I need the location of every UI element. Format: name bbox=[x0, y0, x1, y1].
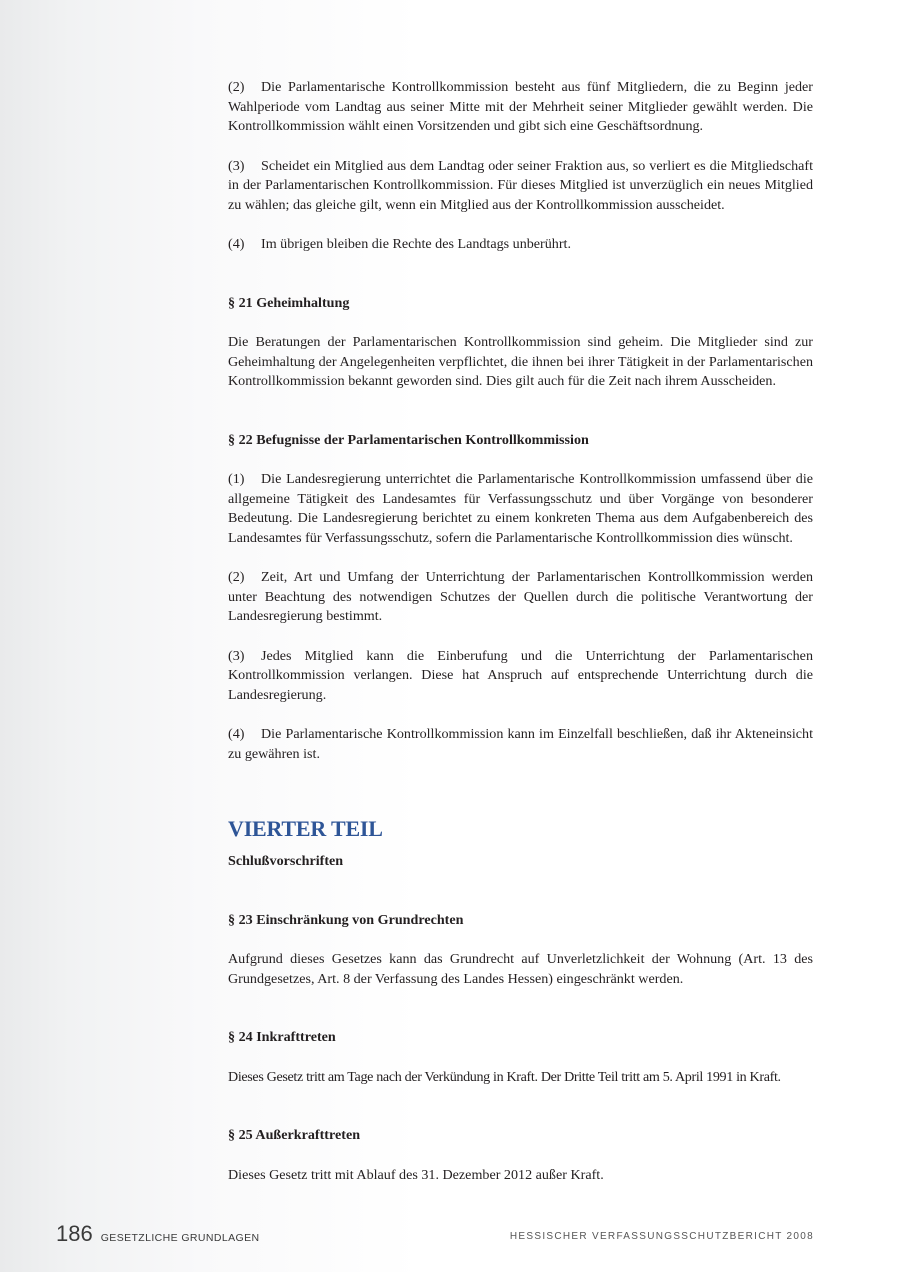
section-23-text: Aufgrund dieses Gesetzes kann das Grundrecht auf Unverletzlichkeit der Wohnung (Art. 13 des Grundgesetzes, Art. 8 der Verfassung des Landes Hessen) eingeschränkt werden. bbox=[228, 951, 813, 987]
section-heading-24: § 24 Inkrafttreten bbox=[228, 1029, 336, 1045]
section-heading-21: § 21 Geheimhaltung bbox=[228, 294, 350, 311]
page-footer-left bbox=[56, 1222, 259, 1246]
paragraph-text: Im übrigen bleiben die Rechte des Landtags unberührt. bbox=[261, 236, 571, 252]
paragraph-text: Die Parlamentarische Kontrollkommission besteht aus fünf Mitgliedern, die zu Beginn jeder Wahlperiode vom Landtag aus seiner Mitte mit der Mehrheit seiner Mitglieder gewählt werden. Die Kontrollkommission wählt einen Vorsitzenden und gibt sich eine Geschäftsordnung. bbox=[228, 79, 813, 134]
paragraph-text: Die Parlamentarische Kontrollkommission kann im Einzelfall beschließen, daß ihr Akteneinsicht zu gewähren ist. bbox=[228, 726, 813, 762]
paragraph-20-4 bbox=[228, 235, 813, 255]
chapter-label: GESETZLICHE GRUNDLAGEN bbox=[100, 1232, 260, 1244]
report-title: HESSISCHER VERFASSUNGSSCHUTZBERICHT 2008 bbox=[509, 1231, 814, 1242]
paragraph-number: (4) bbox=[228, 236, 245, 252]
paragraph-22-2 bbox=[228, 568, 813, 627]
paragraph-text: Zeit, Art und Umfang der Unterrichtung der Parlamentarischen Kontrollkommission werden unter Beachtung des notwendigen Schutzes der Quellen durch die politische Verantwortung der Landesregierung bestimmt. bbox=[228, 569, 813, 624]
section-21-text: Die Beratungen der Parlamentarischen Kontrollkommission sind geheim. Die Mitglieder sind zur Geheimhaltung der Angelegenheiten verpflichtet, die ihnen bei ihrer Tätigkeit in der Parlamentarischen Kontrollkommission bekannt geworden sind. Dies gilt auch für die Zeit nach ihrem Ausscheiden. bbox=[228, 334, 813, 389]
paragraph-text: Die Landesregierung unterrichtet die Parlamentarische Kontrollkommission umfassend über die allgemeine Tätigkeit des Landesamtes für Verfassungsschutz und über Vorgänge von besonderer Bedeutung. Die Landesregierung berichtet zu einem konkreten Thema aus dem Aufgabenbereich des Landesamtes für Verfassungsschutz, sofern die Parlamentarische Kontrollkommission dies wünscht. bbox=[228, 471, 813, 546]
paragraph-number: (2) bbox=[228, 79, 245, 95]
paragraph-text: Scheidet ein Mitglied aus dem Landtag oder seiner Fraktion aus, so verliert es die Mitgliedschaft in der Parlamentarischen Kontrollkommission. Für dieses Mitglied ist unverzüglich ein neues Mitglied zu wählen; das gleiche gilt, wenn ein Mitglied aus der Kontrollkommission ausscheidet. bbox=[228, 157, 813, 213]
paragraph-number: (2) bbox=[228, 569, 245, 585]
paragraph-20-2 bbox=[228, 78, 813, 137]
section-heading-23: § 23 Einschränkung von Grundrechten bbox=[228, 911, 464, 928]
page-content bbox=[228, 78, 813, 1185]
paragraph-22-3 bbox=[228, 647, 813, 706]
paragraph-20-3 bbox=[228, 157, 813, 216]
section-heading-25: § 25 Außerkrafttreten bbox=[228, 1127, 361, 1143]
paragraph-22-4 bbox=[228, 725, 813, 764]
page-number: 186 bbox=[56, 1221, 93, 1246]
paragraph-number: (1) bbox=[228, 471, 245, 487]
part-subtitle: Schlußvorschriften bbox=[228, 853, 344, 869]
section-heading-22: § 22 Befugnisse der Parlamentarischen Kontrollkommission bbox=[228, 431, 589, 448]
section-24-text: Dieses Gesetz tritt am Tage nach der Verkündung in Kraft. Der Dritte Teil tritt am 5. April 1991 in Kraft. bbox=[228, 1068, 781, 1085]
paragraph-number: (4) bbox=[228, 726, 245, 742]
paragraph-number: (3) bbox=[228, 647, 245, 664]
section-25-text: Dieses Gesetz tritt mit Ablauf des 31. Dezember 2012 außer Kraft. bbox=[228, 1166, 604, 1183]
paragraph-number: (3) bbox=[228, 157, 245, 174]
paragraph-22-1 bbox=[228, 470, 813, 548]
part-title: VIERTER TEIL bbox=[228, 816, 383, 841]
paragraph-text: Jedes Mitglied kann die Einberufung und die Unterrichtung der Parlamentarischen Kontrollkommission verlangen. Diese hat Anspruch auf entsprechende Unterrichtung durch die Landesregierung. bbox=[228, 647, 813, 703]
